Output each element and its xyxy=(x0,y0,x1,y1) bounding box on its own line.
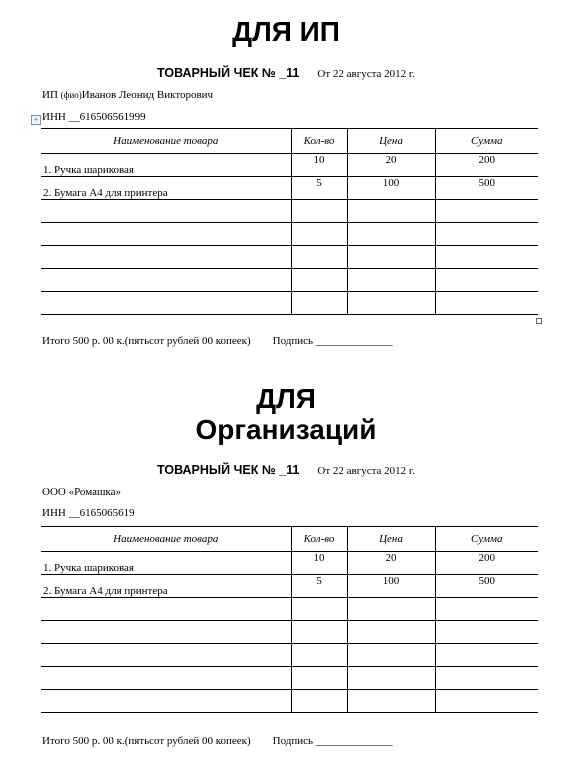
cell-sum xyxy=(435,223,538,246)
cell-price xyxy=(347,223,435,246)
cell-price xyxy=(347,292,435,315)
cell-qty xyxy=(291,644,347,667)
cell-sum: 500 xyxy=(435,177,538,200)
cell-qty xyxy=(291,667,347,690)
cell-price xyxy=(347,598,435,621)
table-row xyxy=(41,575,538,598)
seller-prefix: ИП xyxy=(42,89,58,101)
column-header-sum: Сумма xyxy=(435,129,538,154)
cell-sum xyxy=(435,690,538,713)
goods-table xyxy=(41,128,538,315)
goods-table xyxy=(41,526,538,713)
cell-sum xyxy=(435,644,538,667)
cell-qty xyxy=(291,200,347,223)
cell-name: 2. Бумага А4 для принтера xyxy=(41,575,291,598)
table-row xyxy=(41,644,538,667)
section-heading-org xyxy=(0,383,572,445)
cell-sum xyxy=(435,200,538,223)
cell-qty xyxy=(291,690,347,713)
check-title: ТОВАРНЫЙ ЧЕК № _11 xyxy=(157,66,300,80)
cell-name: 1. Ручка шариковая xyxy=(41,154,291,177)
cell-price xyxy=(347,690,435,713)
inn-line: ИНН __616506561999 xyxy=(42,111,146,123)
table-resize-handle-icon[interactable] xyxy=(536,318,542,324)
cell-price: 100 xyxy=(347,575,435,598)
cell-name: 1. Ручка шариковая xyxy=(41,552,291,575)
total-text: Итого 500 р. 00 к.(пятьсот рублей 00 копеек) xyxy=(42,335,251,347)
section-heading-ip: ДЛЯ ИП xyxy=(232,16,340,47)
cell-price xyxy=(347,269,435,292)
table-row xyxy=(41,177,538,200)
cell-qty: 5 xyxy=(291,177,347,200)
seller-name: Иванов Леонид Викторович xyxy=(81,89,214,101)
cell-sum: 500 xyxy=(435,575,538,598)
cell-sum xyxy=(435,292,538,315)
cell-name xyxy=(41,644,291,667)
cell-price: 20 xyxy=(347,154,435,177)
cell-qty xyxy=(291,223,347,246)
total-line xyxy=(42,335,393,347)
cell-qty xyxy=(291,269,347,292)
heading-line: Организаций xyxy=(195,414,377,445)
cell-name xyxy=(41,269,291,292)
cell-qty: 10 xyxy=(291,552,347,575)
column-header-price: Цена xyxy=(347,527,435,552)
cell-price xyxy=(347,667,435,690)
cell-sum xyxy=(435,246,538,269)
cell-name xyxy=(41,690,291,713)
cell-qty xyxy=(291,246,347,269)
cell-name xyxy=(41,292,291,315)
table-row xyxy=(41,621,538,644)
table-row xyxy=(41,154,538,177)
signature-field: Подпись ______________ xyxy=(272,335,393,347)
table-row xyxy=(41,200,538,223)
cell-sum xyxy=(435,269,538,292)
cell-name xyxy=(41,621,291,644)
seller-note: (фио) xyxy=(60,90,82,100)
total-text: Итого 500 р. 00 к.(пятьсот рублей 00 копеек) xyxy=(42,735,251,747)
cell-name: 2. Бумага А4 для принтера xyxy=(41,177,291,200)
total-line xyxy=(42,735,393,747)
table-row xyxy=(41,598,538,621)
table-header-row xyxy=(41,129,538,154)
cell-sum xyxy=(435,621,538,644)
cell-name xyxy=(41,200,291,223)
cell-sum xyxy=(435,598,538,621)
cell-price xyxy=(347,644,435,667)
column-header-price: Цена xyxy=(347,129,435,154)
heading-line: ДЛЯ xyxy=(256,383,316,414)
cell-price: 100 xyxy=(347,177,435,200)
cell-qty xyxy=(291,292,347,315)
check-title: ТОВАРНЫЙ ЧЕК № _11 xyxy=(157,463,300,477)
check-header xyxy=(0,463,572,477)
cell-sum: 200 xyxy=(435,154,538,177)
cell-qty xyxy=(291,598,347,621)
table-row xyxy=(41,246,538,269)
check-date: От 22 августа 2012 г. xyxy=(317,68,415,80)
cell-sum: 200 xyxy=(435,552,538,575)
cell-qty: 5 xyxy=(291,575,347,598)
column-header-name: Наименование товара xyxy=(41,129,291,154)
table-row xyxy=(41,223,538,246)
column-header-qty: Кол-во xyxy=(291,527,347,552)
table-row xyxy=(41,667,538,690)
table-header-row xyxy=(41,527,538,552)
table-row xyxy=(41,690,538,713)
column-header-sum: Сумма xyxy=(435,527,538,552)
seller-line: ООО «Ромашка» xyxy=(42,486,122,498)
signature-field: Подпись ______________ xyxy=(272,735,393,747)
table-row xyxy=(41,292,538,315)
cell-price xyxy=(347,246,435,269)
check-header xyxy=(0,66,572,80)
cell-price: 20 xyxy=(347,552,435,575)
column-header-qty: Кол-во xyxy=(291,129,347,154)
table-move-handle-icon[interactable]: + xyxy=(31,115,41,125)
cell-name xyxy=(41,223,291,246)
cell-qty: 10 xyxy=(291,154,347,177)
cell-name xyxy=(41,598,291,621)
inn-line: ИНН __6165065619 xyxy=(42,507,135,519)
column-header-name: Наименование товара xyxy=(41,527,291,552)
cell-name xyxy=(41,667,291,690)
seller-line xyxy=(42,89,213,101)
cell-name xyxy=(41,246,291,269)
cell-sum xyxy=(435,667,538,690)
cell-qty xyxy=(291,621,347,644)
table-row xyxy=(41,269,538,292)
check-date: От 22 августа 2012 г. xyxy=(317,465,415,477)
cell-price xyxy=(347,621,435,644)
cell-price xyxy=(347,200,435,223)
table-row xyxy=(41,552,538,575)
